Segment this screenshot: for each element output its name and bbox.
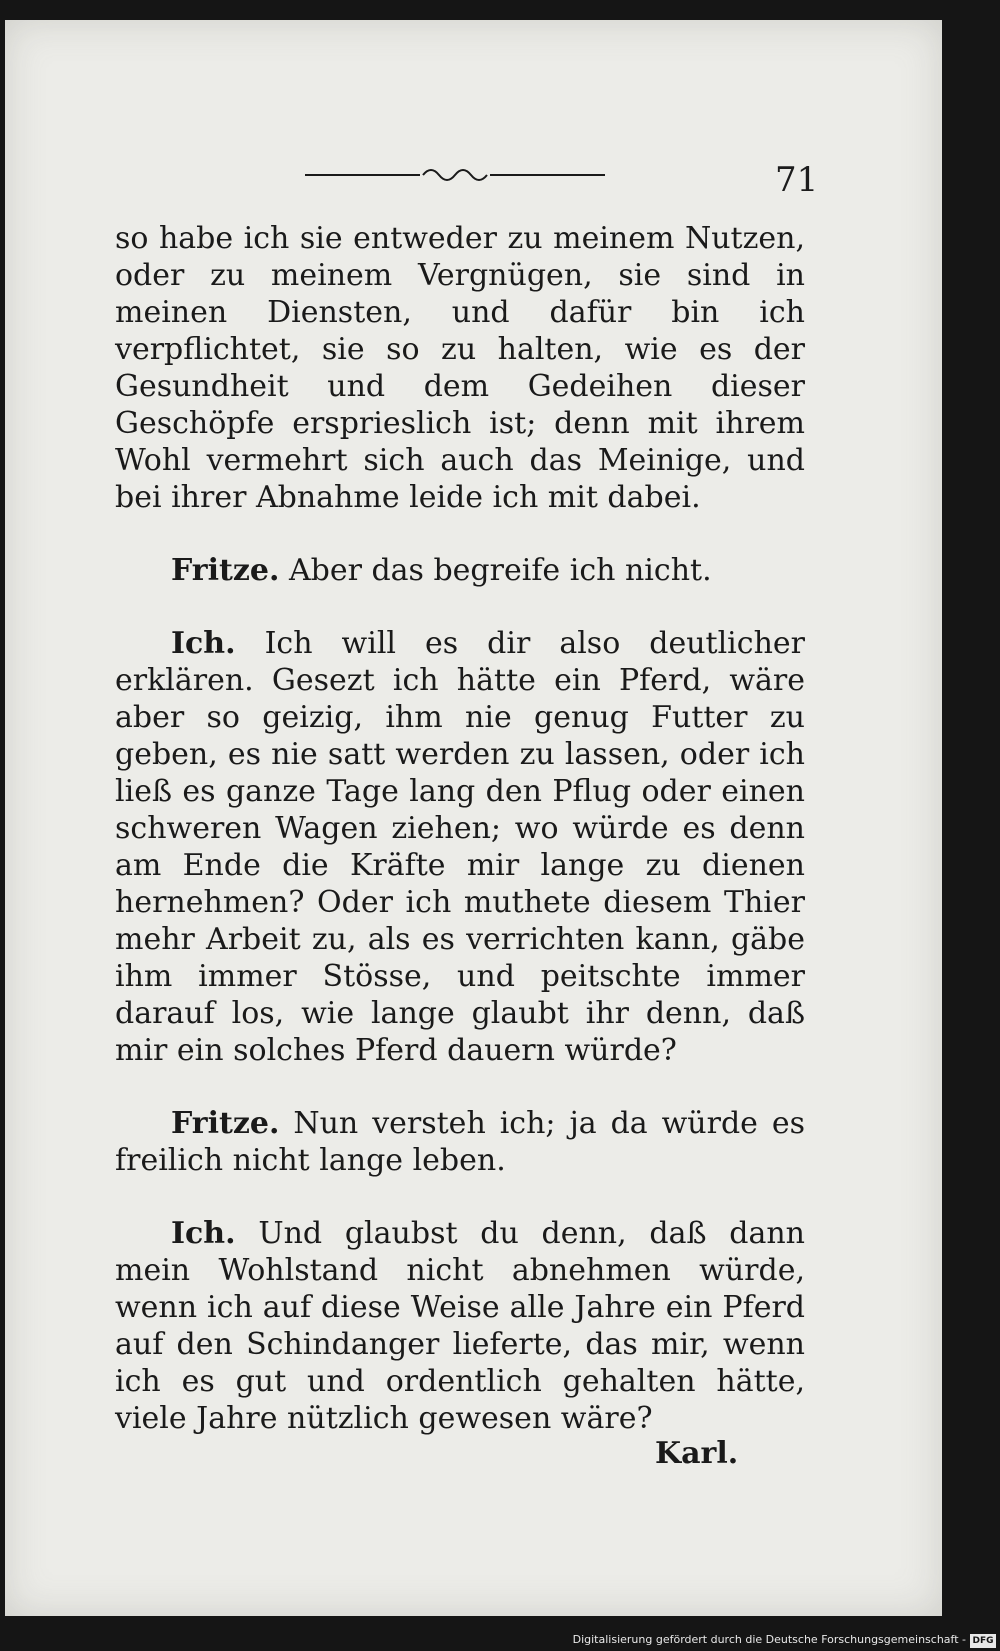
page-number: 71 (775, 160, 819, 200)
speaker: Ich. (171, 626, 236, 661)
footer-credit: Digitalisierung gefördert durch die Deutsche Forschungsgemeinschaft - (572, 1633, 966, 1646)
paragraph-text: so habe ich sie entweder zu meinem Nutzen, oder zu meinem Vergnügen, sie sind in meinen Diensten, und dafür bin ich verpflichtet, sie so zu halten, wie es der Gesundheit und dem Gedeihen dieser Geschöpfe ersprieslich ist; denn mit ihrem Wohl vermehrt sich auch das Meinige, und bei ihrer Abnahme leide ich mit dabei. (115, 221, 805, 515)
dfg-logo: DFG (970, 1634, 996, 1648)
paragraph (115, 1215, 805, 1437)
paragraph (115, 1105, 805, 1179)
paragraph-text: Und glaubst du denn, daß dann mein Wohlstand nicht abnehmen würde, wenn ich auf diese Weise alle Jahre ein Pferd auf den Schindanger lieferte, das mir, wenn ich es gut und ordentlich gehalten hätte, viele Jahre nützlich gewesen wäre? (115, 1216, 805, 1436)
speaker: Ich. (171, 1216, 236, 1251)
speaker: Fritze. (171, 553, 280, 588)
paragraph (115, 552, 805, 589)
paragraph-text: Nun versteh ich; ja da würde es freilich nicht lange leben. (115, 1106, 805, 1178)
speaker: Fritze. (171, 1106, 280, 1141)
book-page (5, 20, 942, 1616)
paragraph-text: Ich will es dir also deutlicher erklären. Gesezt ich hätte ein Pferd, wäre aber so geizig, ihm nie genug Futter zu geben, es nie satt werden zu lassen, oder ich ließ es ganze Tage lang den Pflug oder einen schweren Wagen ziehen; wo würde es denn am Ende die Kräfte mir lange zu dienen hernehmen? Oder ich muthete diesem Thier mehr Arbeit zu, als es verrichten kann, gäbe ihm immer Stösse, und peitschte immer darauf los, wie lange glaubt ihr denn, daß mir ein solches Pferd dauern würde? (115, 626, 805, 1068)
header-ornament (305, 160, 605, 190)
paragraph (115, 220, 805, 516)
footer-bar (0, 1632, 1000, 1651)
catchword: Karl. (655, 1436, 739, 1471)
text-block (115, 220, 805, 1437)
paragraph (115, 625, 805, 1069)
paragraph-text: Aber das begreife ich nicht. (288, 553, 712, 588)
